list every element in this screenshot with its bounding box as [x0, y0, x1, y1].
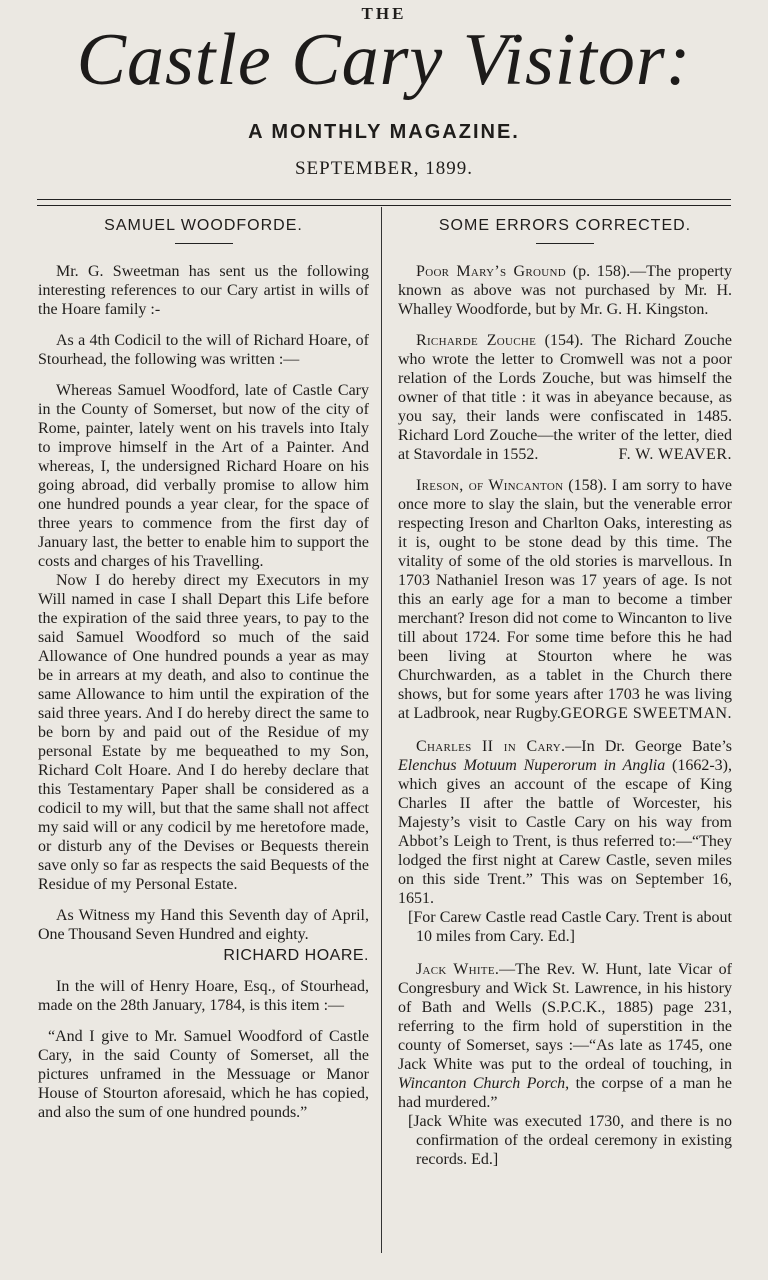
entry-title: Ireson, of Wincanton [416, 477, 564, 494]
article-heading-woodforde: SAMUEL WOODFORDE. [104, 217, 303, 234]
entry-italic: Wincanton Church Porch [398, 1075, 566, 1092]
header-rule-bottom [37, 205, 731, 206]
entry-body: , the corpse of a man he had murdered.” [398, 1075, 732, 1111]
entry-title: Poor Mary’s Ground [416, 263, 566, 280]
masthead [0, 0, 768, 200]
entry-jack-white [398, 960, 732, 1112]
entry-charles-ii [398, 737, 732, 908]
signature-sweetman: GEORGE SWEETMAN. [560, 705, 732, 722]
magazine-title: Castle Cary Visitor: [76, 19, 692, 101]
heading-rule [175, 243, 233, 244]
entry-body: (158). I am sorry to have once more to slay the slain, but the venerable error respecting Ireson and Charlton Oaks, interesting as it is, ought to be stone dead by this time. The vitality of some of the old stories is marvellous. In 1703 Nathaniel Ireson was 17 years of age. Is not this an early age for a man to become a timber merchant? Ireson did not come to Wincanton to live till about 1724. For some time before this he had been living at Stourton where he was Churchwarden, as a tablet in the Church there shows, but for some years after 1703 he was living at Ladbrook, near Rugby. [398, 477, 732, 722]
entry-title: Richarde Zouche [416, 332, 537, 349]
entry-ireson [398, 476, 732, 723]
signature-richard-hoare: RICHARD HOARE. [223, 947, 369, 964]
column-divider [381, 207, 382, 1253]
signature-weaver: F. W. WEAVER. [618, 446, 732, 463]
paragraph: Mr. G. Sweetman has sent us the following interesting references to our Cary artist in wills of the Hoare family :- [38, 263, 369, 318]
entry-body: (p. 158).—The property known as above was not purchased by Mr. H. Whalley Woodforde, but by Mr. G. H. Kingston. [398, 263, 733, 318]
entry-body: (1662-3), which gives an account of the escape of King Charles II after the battle of Worcester, his Majesty’s visit to Castle Cary on his way from Abbot’s Leigh to Trent, is thus referred to:—“They lodged the first night at Carew Castle, seven miles on this side Trent.” This was on September 16, 1651. [398, 757, 733, 907]
entry-poor-marys-ground [398, 262, 732, 319]
paragraph: Whereas Samuel Woodford, late of Castle Cary in the County of Somerset, but now of the city of Rome, painter, lately went on his travels into Italy to improve himself in the Art of a Painter. And whereas, I, the undersigned Richard Hoare on his going abroad, did verbally promise to allow him one hundred pounds a year clear, for the space of three years to commence from the first day of January last, the better to enable him to support the costs and charges of his Travelling. [38, 382, 369, 570]
article-heading-errors: SOME ERRORS CORRECTED. [438, 217, 692, 234]
masthead-the: THE [361, 4, 407, 23]
editor-note: [For Carew Castle read Castle Cary. Trent is about 10 miles from Cary. Ed.] [408, 909, 732, 945]
header-rule-top [37, 199, 731, 200]
paragraph: As a 4th Codicil to the will of Richard Hoare, of Stourhead, the following was written :— [38, 332, 369, 368]
entry-body: (154). The Richard Zouche who wrote the letter to Cromwell was not a poor relation of the Lords Zouche, but was himself the owner of that title : it was in abeyance because, as you say, their lands were confiscated in 1485. Richard Lord Zouche—the writer of the letter, died at Stavordale in 1552. [398, 332, 732, 463]
paragraph: As Witness my Hand this Seventh day of April, One Thousand Seven Hundred and eighty. [38, 907, 369, 943]
paragraph: In the will of Henry Hoare, Esq., of Stourhead, made on the 28th January, 1784, is this item :— [38, 978, 369, 1014]
editor-note: [Jack White was executed 1730, and there is no confirmation of the ordeal ceremony in existing records. Ed.] [408, 1113, 732, 1168]
magazine-subtitle: A MONTHLY MAGAZINE. [248, 121, 520, 143]
entry-italic: Elenchus Motuum Nuperorum in Anglia [398, 757, 666, 774]
entry-title: Charles II in Cary. [416, 738, 566, 755]
entry-body: —In Dr. George Bate’s [565, 738, 732, 755]
issue-date: SEPTEMBER, 1899. [294, 158, 474, 179]
paragraph: Now I do hereby direct my Executors in my Will named in case I shall Depart this Life before the expiration of the said three years, to pay to the said Samuel Woodford so much of the said Allowance of One hundred pounds a year as may be in arrears at my death, and also to continue the same Allowance to him until the expiration of the said three years. And I do hereby direct the same to be born by and paid out of the Residue of my personal Estate by me bequeathed to my Son, Richard Colt Hoare. And I do hereby declare that this Testamentary Paper shall be considered as a codicil to my will, but that the same shall not affect my said will or any codicil by me heretofore made, or disturb any of the Devises or Bequests therein save only so far as respects the said Bequests of the Residue of my Personal Estate. [38, 572, 369, 893]
entry-body: —The Rev. W. Hunt, late Vicar of Congresbury and Wick St. Lawrence, in his history of Bath and Wells (S.P.C.K., 1885) page 231, referring to the firm hold of superstition in the county of Somerset, says :—“As late as 1745, one Jack White was put to the ordeal of touching, in [398, 961, 733, 1073]
left-column [38, 216, 369, 1134]
entry-title: Jack White. [416, 961, 500, 978]
right-column [398, 216, 732, 1181]
quotation: “And I give to Mr. Samuel Woodford of Castle Cary, in the said County of Somerset, all the pictures unframed in the Messuage or Manor House of Stourton aforesaid, which he has copied, and also the sum of one hundred pounds.” [38, 1028, 369, 1121]
heading-rule [536, 243, 594, 244]
